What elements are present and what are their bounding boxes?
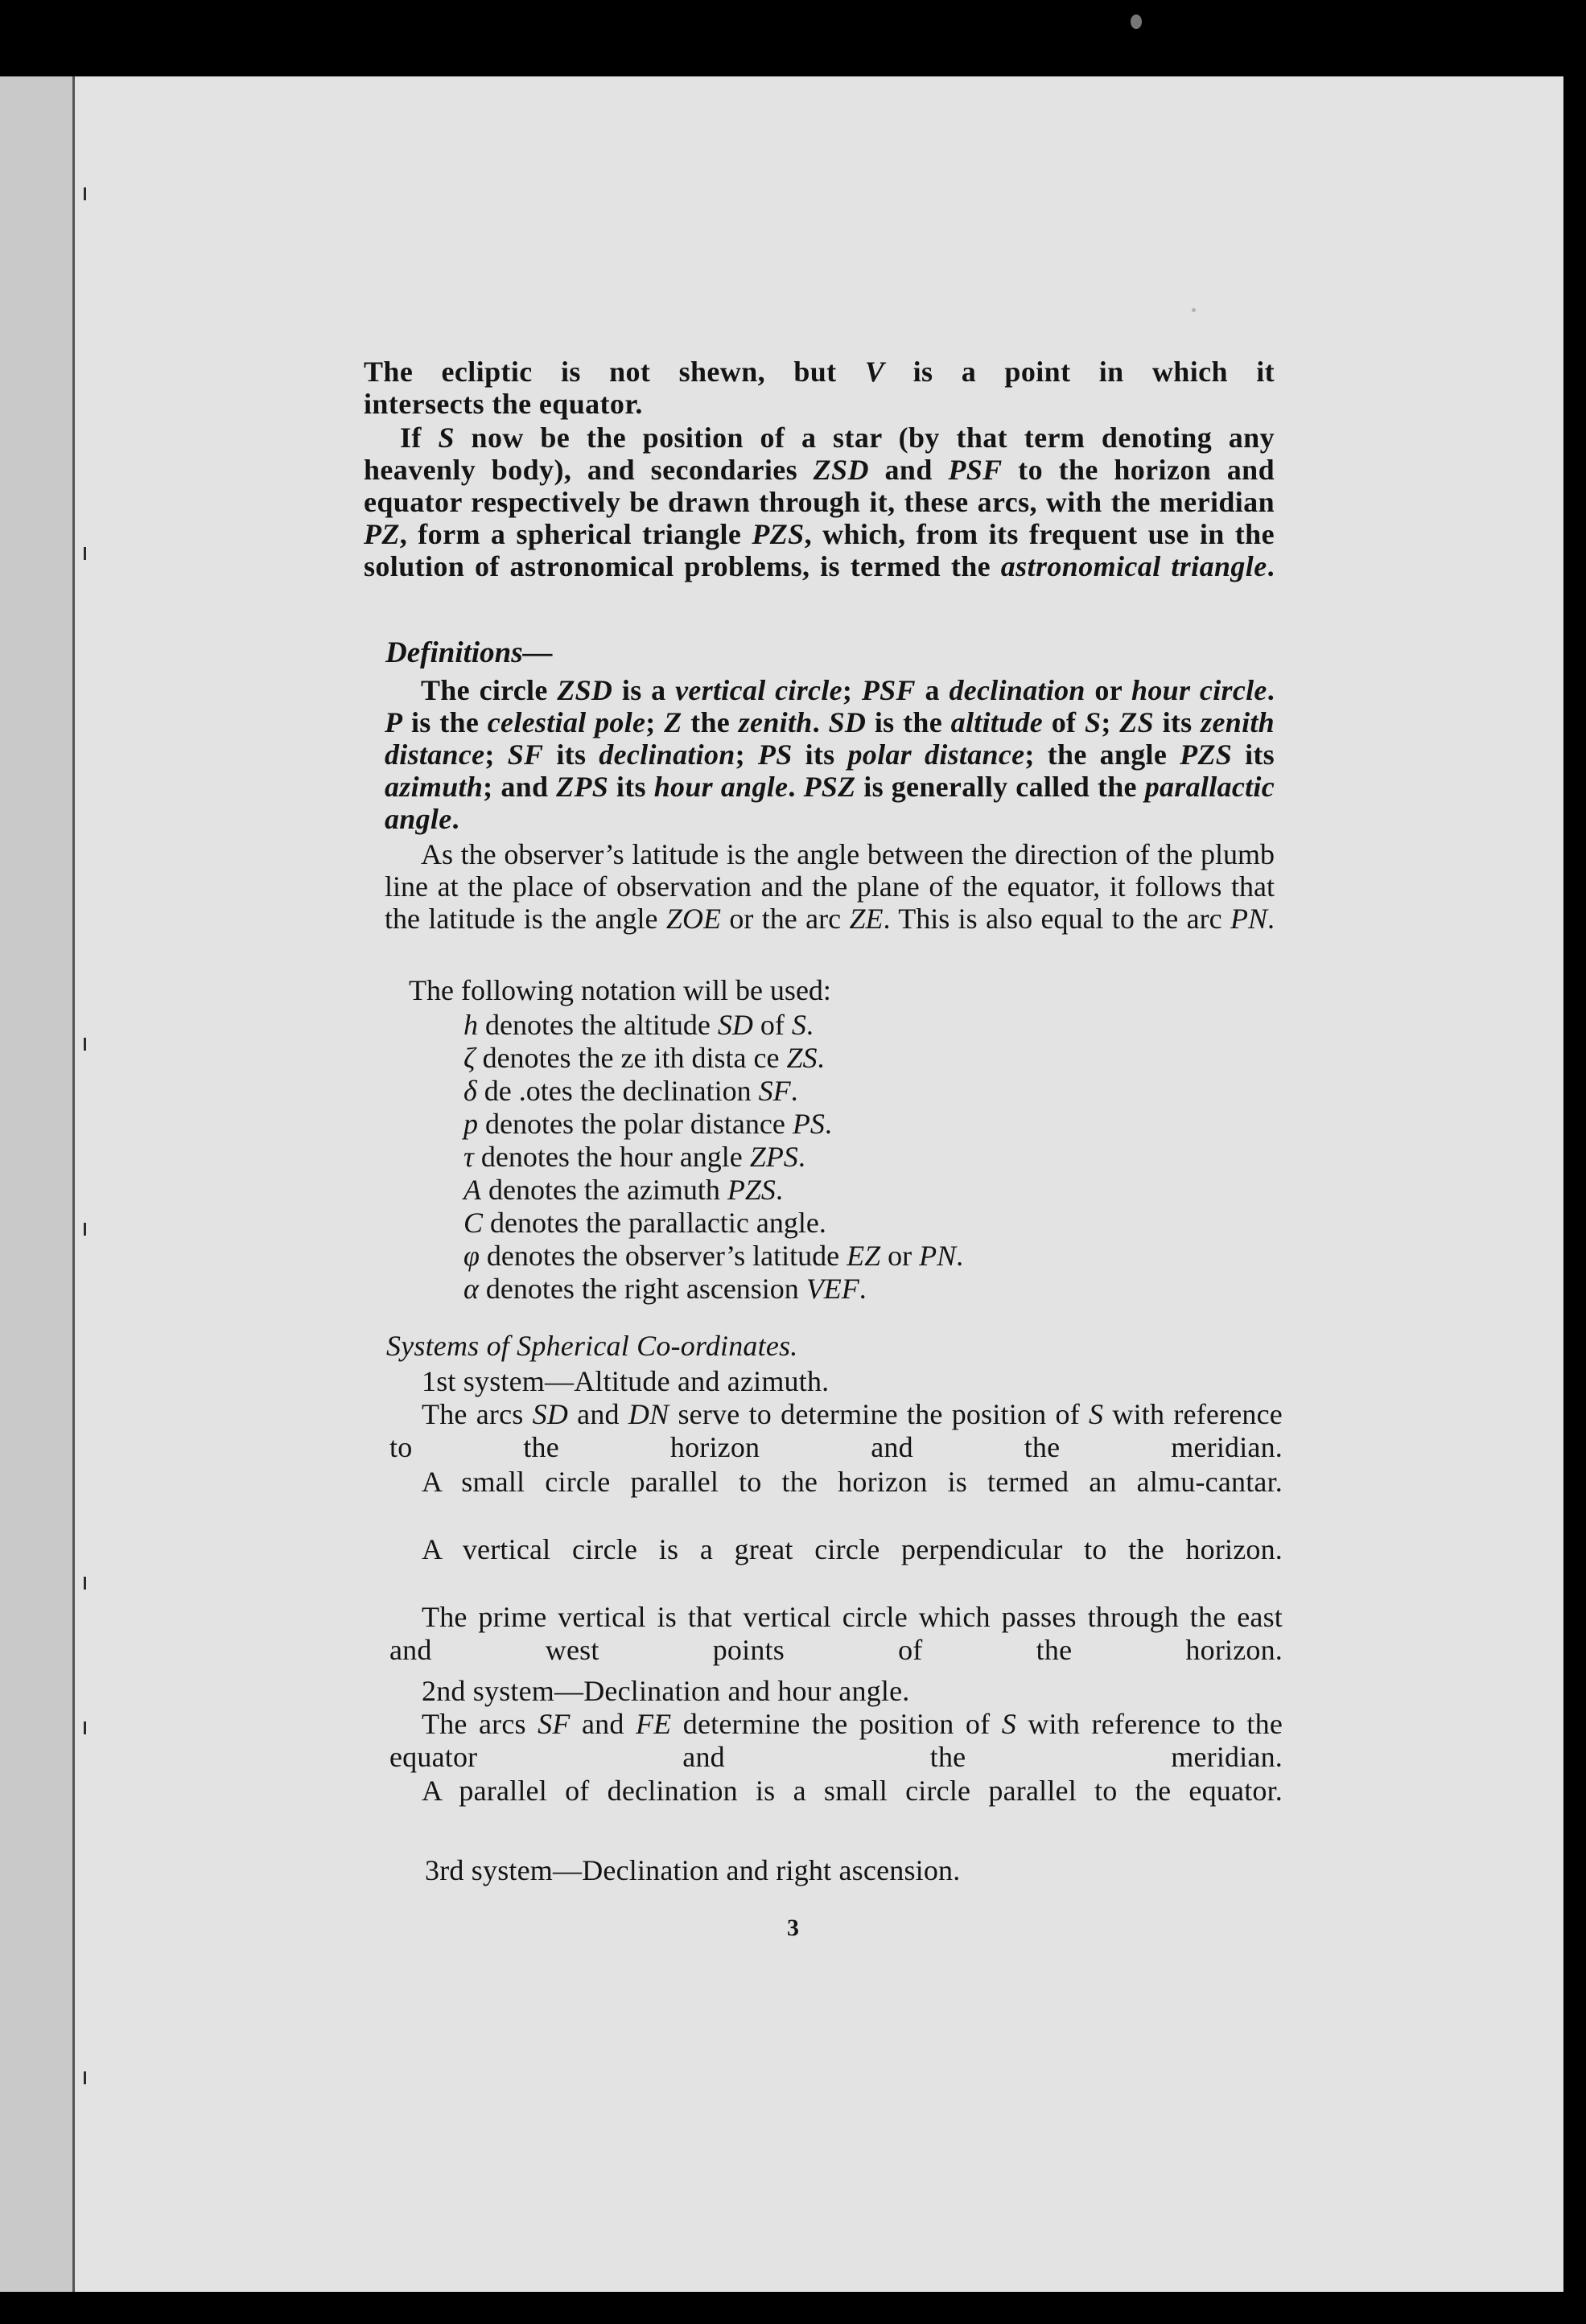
ecliptic-line-2: intersects the equator. <box>364 388 643 420</box>
second-system-arcs: The arcs SF and FE determine the position of S with reference to the equator and the meridian. <box>389 1708 1283 1773</box>
notation-item: δ de .otes the declination SF. <box>463 1075 798 1107</box>
notation-item: α denotes the right ascension VEF. <box>463 1273 867 1305</box>
scan-speck <box>1131 14 1142 29</box>
notation-item: C denotes the parallactic angle. <box>463 1207 826 1239</box>
notation-item: φ denotes the observer’s latitude EZ or PN. <box>463 1240 964 1272</box>
notation-item: p denotes the polar distance PS. <box>463 1108 832 1140</box>
binding-mark <box>84 1721 86 1734</box>
binding-mark <box>84 1038 86 1051</box>
third-system: 3rd system—Declination and right ascension. <box>425 1854 961 1886</box>
parallel-declination-definition: A parallel of declination is a small circle parallel to the equator. <box>422 1775 1283 1807</box>
notation-item: h denotes the altitude SD of S. <box>463 1009 814 1041</box>
binding-mark <box>84 187 86 200</box>
binding-mark <box>84 1577 86 1590</box>
latitude-paragraph: As the observer’s latitude is the angle between the direction of the plumb line at the place of observation and the plane of the equator, it follows that the latitude is the angle ZOE or the arc ZE. This is also equal to the arc PN. <box>385 838 1275 935</box>
notation-item: A denotes the azimuth PZS. <box>463 1174 783 1206</box>
prime-vertical-definition: The prime vertical is that vertical circle which passes through the east and west points of the horizon. <box>389 1601 1283 1666</box>
binding-mark <box>84 1223 86 1236</box>
almucantar-definition: A small circle parallel to the horizon is termed an almu-cantar. <box>422 1466 1283 1498</box>
facing-page-edge <box>0 76 77 2292</box>
page-number: 3 <box>787 1915 799 1941</box>
notation-item: ζ denotes the ze ith dista ce ZS. <box>463 1042 825 1074</box>
binding-mark <box>84 2071 86 2084</box>
definitions-heading: Definitions— <box>385 636 553 669</box>
systems-heading: Systems of Spherical Co-ordinates. <box>386 1330 798 1362</box>
notation-intro: The following notation will be used: <box>409 974 831 1006</box>
notation-item: τ denotes the hour angle ZPS. <box>463 1141 805 1173</box>
vertical-circle-definition: A vertical circle is a great circle perpendicular to the horizon. <box>422 1533 1283 1565</box>
binding-mark <box>84 547 86 560</box>
star-paragraph: If S now be the position of a star (by that term denoting any heavenly body), and secondaries ZSD and PSF to the horizon and equator respectively be drawn through it, these arcs, with the meridian PZ, form a spherical triangle PZS, which, from its frequent use in the solution of astronomical problems, is termed the astronomical triangle. <box>364 422 1275 582</box>
ecliptic-line-1: The ecliptic is not shewn, but V is a point in which it <box>364 356 1275 388</box>
first-system-arcs: The arcs SD and DN serve to determine the position of S with reference to the horizon and the meridian. <box>389 1398 1283 1463</box>
first-system: 1st system—Altitude and azimuth. <box>422 1365 830 1397</box>
definitions-paragraph: The circle ZSD is a vertical circle; PSF a declination or hour circle. P is the celestial pole; Z the zenith. SD is the altitude of S; ZS its zenith distance; SF its declination; PS its polar distance; the angle PZS its azimuth; and ZPS its hour angle. PSZ is generally called the parallactic angle. <box>385 674 1275 835</box>
page-speck <box>1192 308 1196 312</box>
second-system: 2nd system—Declination and hour angle. <box>422 1675 910 1707</box>
